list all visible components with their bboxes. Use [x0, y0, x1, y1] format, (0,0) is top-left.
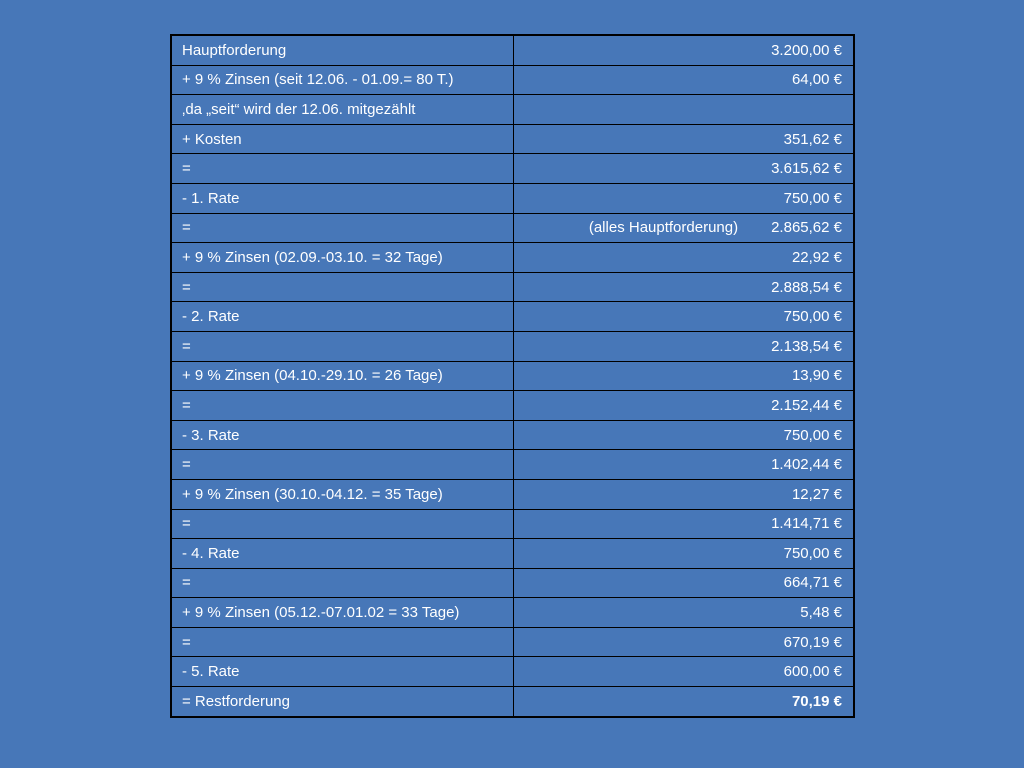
row-value-cell [514, 568, 855, 598]
row-label: = [171, 568, 514, 598]
table-row [171, 657, 854, 687]
table-row [171, 95, 854, 125]
row-label: + 9 % Zinsen (02.09.-03.10. = 32 Tage) [171, 243, 514, 273]
table-row [171, 568, 854, 598]
row-label: = [171, 627, 514, 657]
table-row [171, 331, 854, 361]
table-row [171, 509, 854, 539]
row-label: - 2. Rate [171, 302, 514, 332]
row-amount: 64,00 € [791, 71, 842, 89]
row-note: (alles Hauptforderung) [588, 219, 739, 237]
table-row [171, 687, 854, 717]
row-value-cell [514, 598, 855, 628]
table-row [171, 35, 854, 65]
calculation-table [170, 34, 855, 718]
row-value-cell [514, 450, 855, 480]
row-value-cell [514, 361, 855, 391]
calculation-table-body [171, 35, 854, 717]
table-row [171, 420, 854, 450]
table-row [171, 302, 854, 332]
row-value-cell [514, 302, 855, 332]
row-amount: 750,00 € [783, 426, 842, 444]
row-label: + Kosten [171, 124, 514, 154]
row-label: = [171, 154, 514, 184]
row-label: Hauptforderung [171, 35, 514, 65]
row-amount: 3.200,00 € [771, 41, 842, 59]
row-label: = Restforderung [171, 687, 514, 717]
row-label: ‚da „seit“ wird der 12.06. mitgezählt [171, 95, 514, 125]
row-label: = [171, 391, 514, 421]
row-value-cell [514, 154, 855, 184]
row-label: = [171, 331, 514, 361]
table-row [171, 213, 854, 243]
row-label: + 9 % Zinsen (05.12.-07.01.02 = 33 Tage) [171, 598, 514, 628]
row-value-cell [514, 272, 855, 302]
row-amount: 3.615,62 € [771, 160, 842, 178]
row-amount: 5,48 € [800, 604, 842, 622]
row-amount: 670,19 € [783, 633, 842, 651]
row-value-cell [514, 95, 855, 125]
row-amount: 2.888,54 € [771, 278, 842, 296]
row-value-cell [514, 124, 855, 154]
row-value-cell [514, 479, 855, 509]
row-amount: 13,90 € [791, 367, 842, 385]
row-label: - 1. Rate [171, 183, 514, 213]
row-amount: 2.152,44 € [771, 396, 842, 414]
row-value-cell [514, 65, 855, 95]
row-value-cell [514, 35, 855, 65]
row-value-cell [514, 509, 855, 539]
table-row [171, 65, 854, 95]
row-value-cell [514, 657, 855, 687]
table-row [171, 598, 854, 628]
row-value-cell [514, 627, 855, 657]
table-row [171, 627, 854, 657]
row-label: - 4. Rate [171, 539, 514, 569]
row-value-cell [514, 539, 855, 569]
row-label: = [171, 450, 514, 480]
row-amount: 22,92 € [791, 248, 842, 266]
row-label: + 9 % Zinsen (seit 12.06. - 01.09.= 80 T.) [171, 65, 514, 95]
row-value-cell [514, 391, 855, 421]
row-value-cell [514, 687, 855, 717]
row-value-cell [514, 183, 855, 213]
row-value-cell [514, 331, 855, 361]
row-amount: 750,00 € [783, 308, 842, 326]
row-amount: 2.138,54 € [771, 337, 842, 355]
row-amount: 12,27 € [791, 485, 842, 503]
row-label: = [171, 213, 514, 243]
row-amount: 750,00 € [783, 544, 842, 562]
table-row [171, 124, 854, 154]
table-row [171, 450, 854, 480]
row-label: + 9 % Zinsen (30.10.-04.12. = 35 Tage) [171, 479, 514, 509]
table-row [171, 539, 854, 569]
row-amount: 1.414,71 € [771, 515, 842, 533]
row-label: = [171, 272, 514, 302]
row-amount: 70,19 € [791, 692, 842, 710]
table-row [171, 361, 854, 391]
row-label: - 5. Rate [171, 657, 514, 687]
row-amount: 750,00 € [783, 189, 842, 207]
row-label: = [171, 509, 514, 539]
table-row [171, 154, 854, 184]
row-label: - 3. Rate [171, 420, 514, 450]
row-value-cell [514, 213, 855, 243]
table-row [171, 243, 854, 273]
table-row [171, 183, 854, 213]
row-amount: 1.402,44 € [771, 456, 842, 474]
table-row [171, 479, 854, 509]
row-value-cell [514, 243, 855, 273]
table-row [171, 272, 854, 302]
row-amount: 664,71 € [783, 574, 842, 592]
table-row [171, 391, 854, 421]
row-label: + 9 % Zinsen (04.10.-29.10. = 26 Tage) [171, 361, 514, 391]
row-amount: 351,62 € [783, 130, 842, 148]
row-value-cell [514, 420, 855, 450]
row-amount: 600,00 € [783, 663, 842, 681]
row-amount: 2.865,62 € [771, 219, 842, 237]
